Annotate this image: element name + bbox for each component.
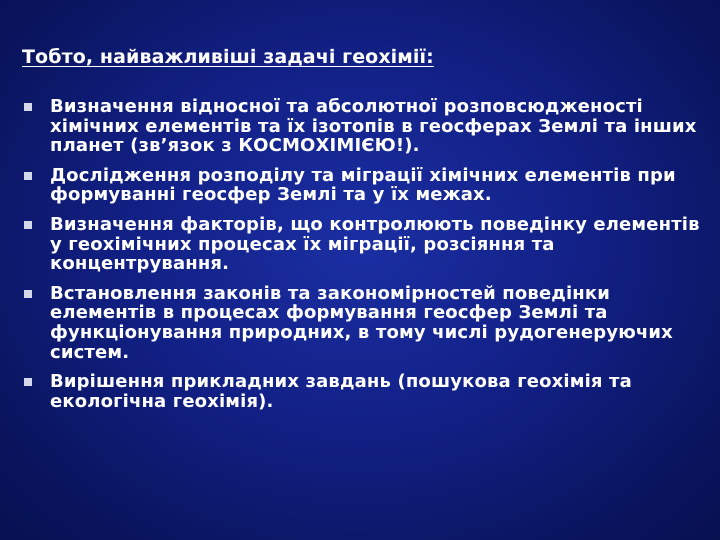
slide-title: Тобто, найважливіші задачі геохімії: [22,46,434,68]
bullet-item [22,215,702,274]
bullet-item [22,166,702,205]
bullet-text: Вирішення прикладних завдань (пошукова геохімія та екологічна геохімія). [50,371,632,412]
square-bullet-icon [24,103,32,111]
bullet-text: Визначення відносної та абсолютної розповсюдженості хімічних елементів та їх ізотопів в геосферах Землі та інших планет (зв’язок з КОСМОХІМІЄЮ!). [50,96,697,157]
bullet-text: Дослідження розподілу та міграції хімічних елементів при формуванні геосфер Землі та у їх межах. [50,164,676,206]
square-bullet-icon [24,290,32,298]
bullet-item [22,372,702,411]
bullet-item [22,97,702,156]
square-bullet-icon [24,221,32,229]
bullet-list [22,97,702,421]
square-bullet-icon [24,378,32,386]
bullet-text: Визначення факторів, що контролюють поведінку елементів у геохімічних процесах їх міграції, розсіяння та концентрування. [50,213,700,275]
square-bullet-icon [24,172,32,180]
bullet-item [22,284,702,362]
bullet-text: Встановлення законів та закономірностей поведінки елементів в процесах формування геосфер Землі та функціонування природних, в тому числі рудогенеруючих систем. [50,282,673,363]
